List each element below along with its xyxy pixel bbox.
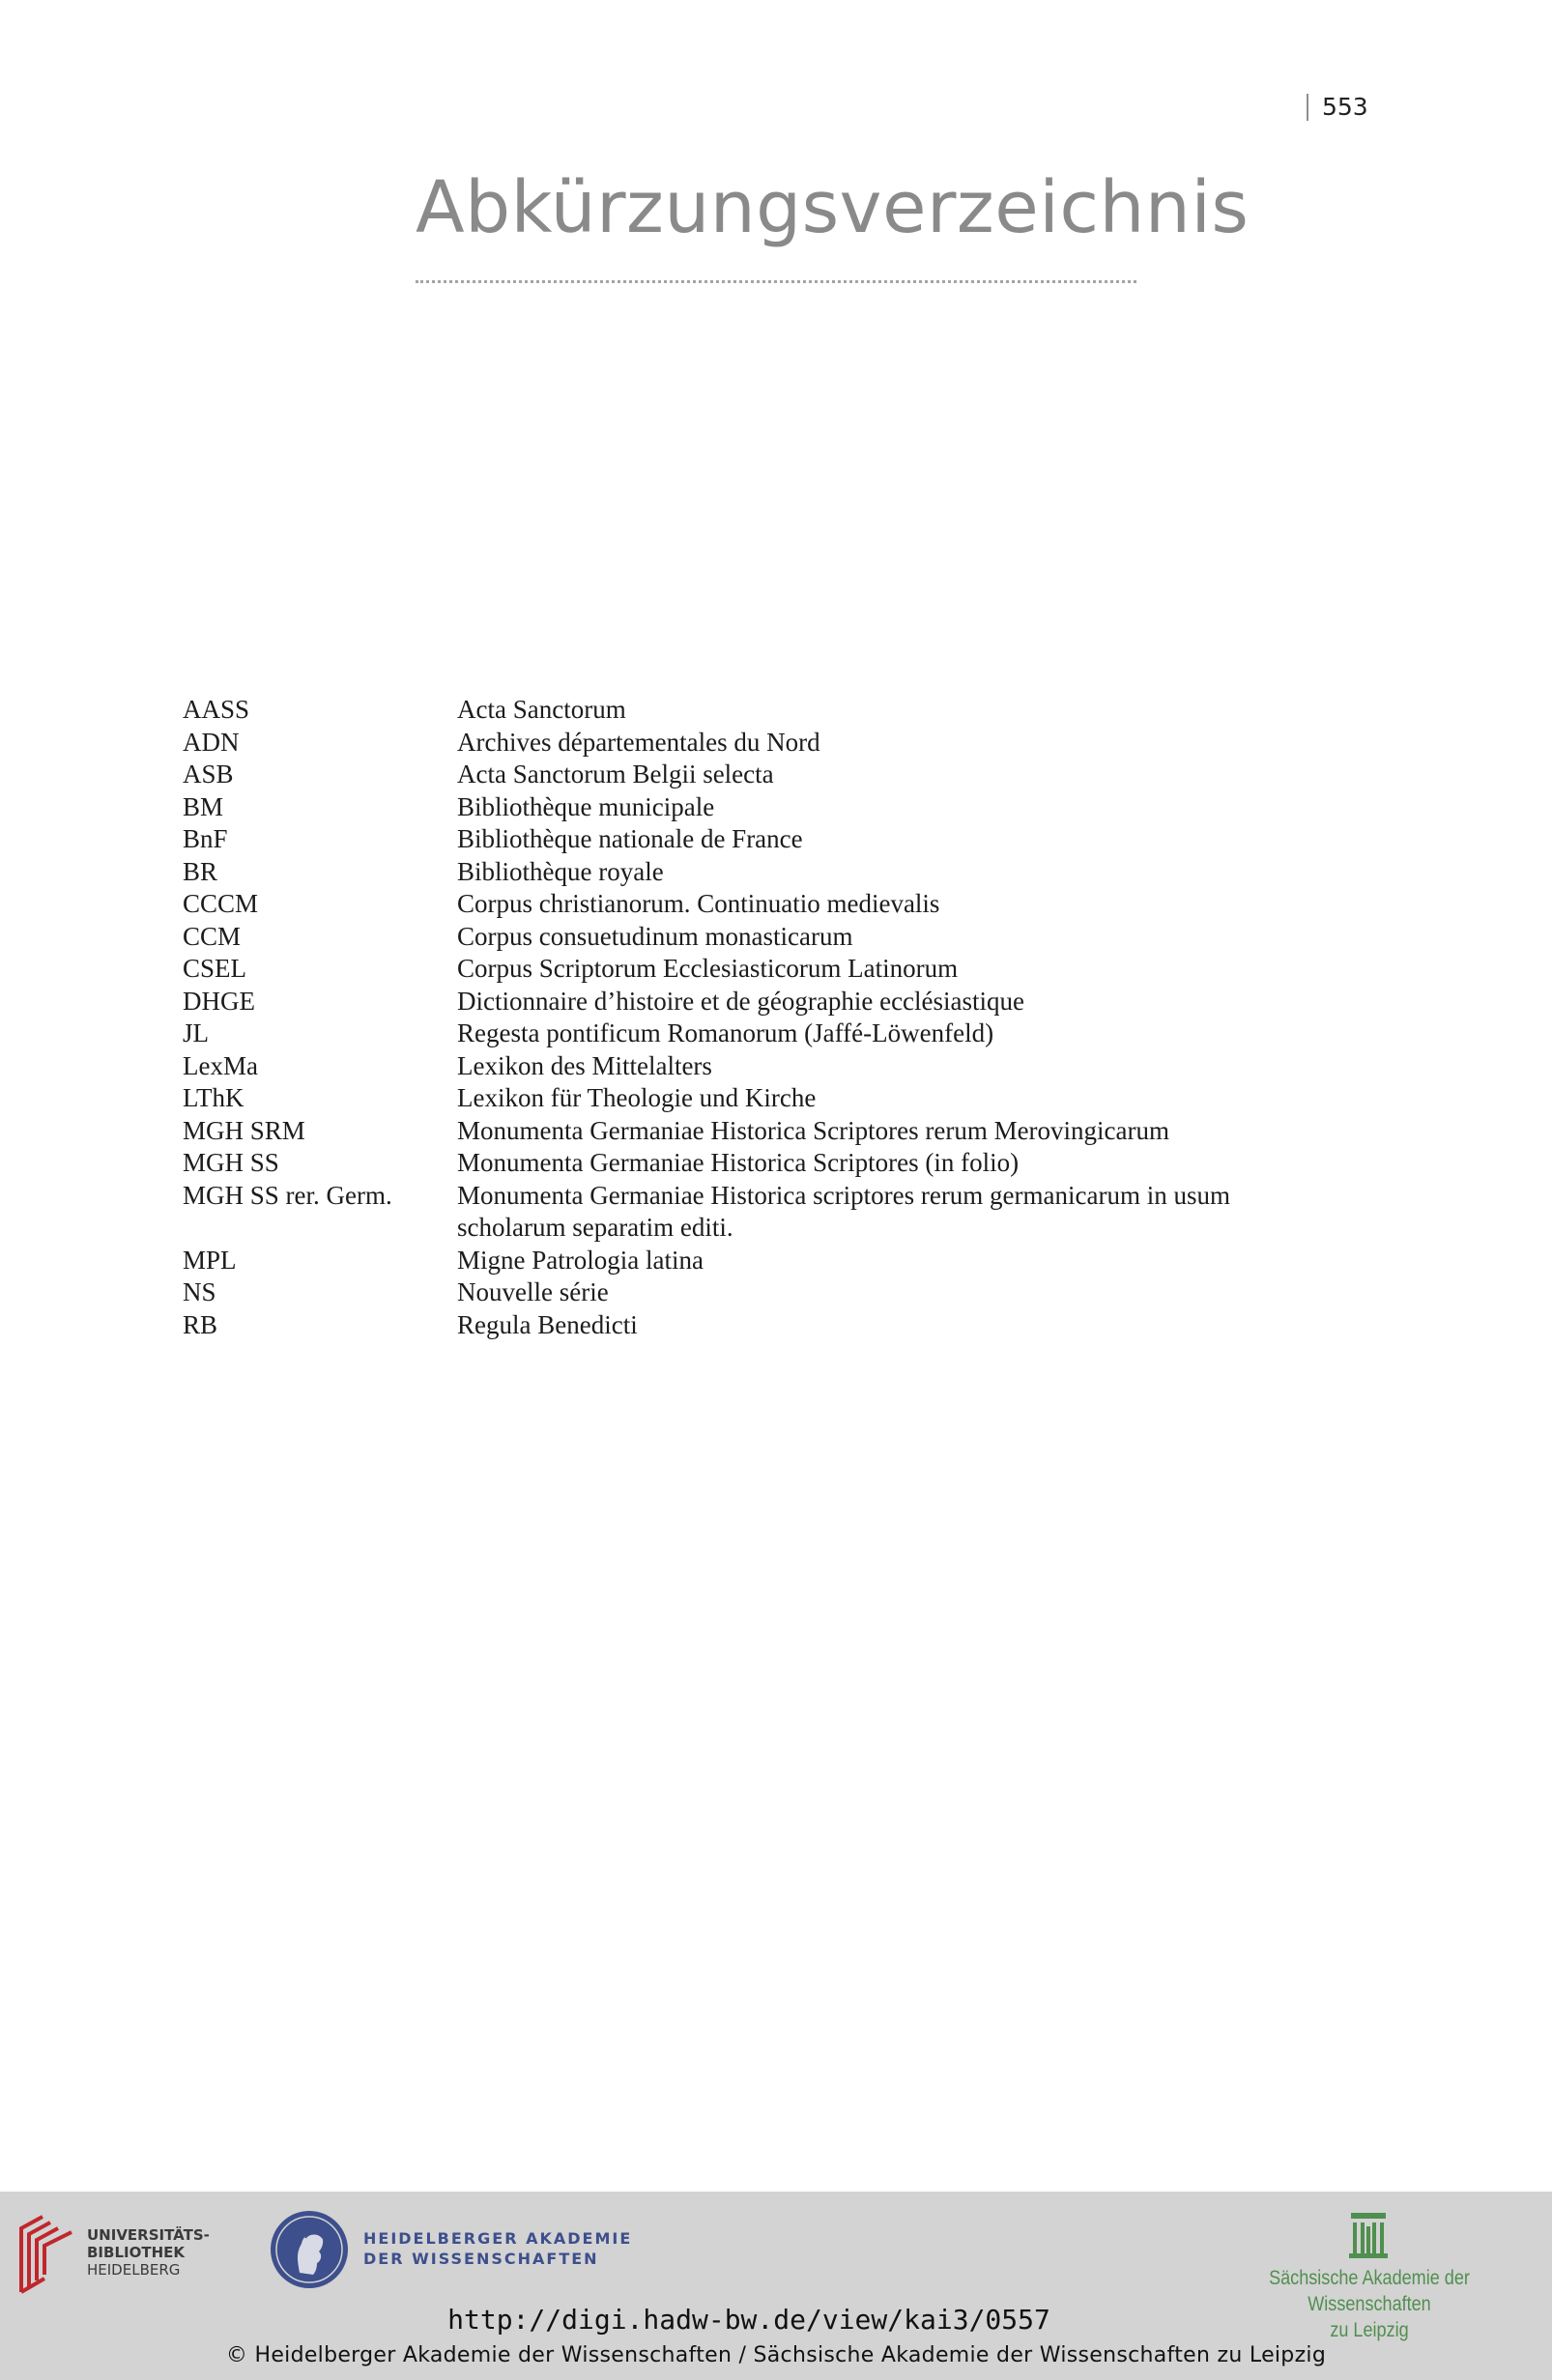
ub-heidelberg-wordmark[interactable]: [87, 2226, 210, 2279]
abbreviation-meaning: Acta Sanctorum Belgii selecta: [457, 760, 774, 789]
abbreviation-key: AASS: [183, 695, 250, 724]
hadw-line-2: DER WISSENSCHAFTEN: [363, 2250, 599, 2268]
abbreviation-row: [183, 1147, 1323, 1180]
page-number-area: [1307, 93, 1368, 121]
saw-building-icon[interactable]: [1349, 2209, 1388, 2259]
abbreviation-meaning: Lexikon für Theologie und Kirche: [457, 1083, 817, 1112]
abbreviation-meaning: Nouvelle série: [457, 1277, 609, 1306]
hadw-line-1: HEIDELBERGER AKADEMIE: [363, 2229, 633, 2248]
abbreviation-row: [183, 953, 1323, 986]
title-dotted-rule: [416, 280, 1136, 283]
abbreviation-row: [183, 823, 1323, 856]
abbreviation-key: ADN: [183, 727, 240, 757]
abbreviation-key: BnF: [183, 824, 228, 853]
abbreviation-key: JL: [183, 1018, 209, 1047]
abbreviation-row: [183, 1276, 1323, 1309]
permalink-url[interactable]: http://digi.hadw-bw.de/view/kai3/0557: [447, 2304, 1050, 2336]
abbreviation-meaning: Acta Sanctorum: [457, 695, 626, 724]
abbreviation-row: [183, 694, 1323, 727]
abbreviation-row: [183, 1115, 1323, 1148]
abbreviation-meaning: Regesta pontificum Romanorum (Jaffé-Löwenfeld): [457, 1018, 994, 1047]
abbreviation-row: [183, 1018, 1323, 1050]
abbreviation-row: [183, 1180, 1323, 1245]
hadw-wordmark[interactable]: [363, 2228, 632, 2269]
abbreviation-row: [183, 1050, 1323, 1083]
copyright-notice: © Heidelberger Akademie der Wissenschaften / Sächsische Akademie der Wissenschaften zu Leipzig: [225, 2343, 1327, 2367]
ub-line-3: HEIDELBERG: [87, 2261, 181, 2279]
abbreviation-meaning: Dictionnaire d’histoire et de géographie ecclésiastique: [457, 986, 1025, 1016]
abbreviation-key: MGH SS rer. Germ.: [183, 1180, 392, 1210]
page-number-divider: [1307, 94, 1308, 121]
abbreviation-row: [183, 791, 1323, 824]
abbreviation-row: [183, 1309, 1323, 1342]
abbreviation-key: RB: [183, 1309, 218, 1339]
abbreviation-key: LexMa: [183, 1050, 258, 1080]
abbreviation-meaning: Bibliothèque nationale de France: [457, 824, 803, 853]
abbreviation-key: CCCM: [183, 889, 259, 918]
abbreviation-key: LThK: [183, 1083, 244, 1112]
abbreviation-key: BM: [183, 791, 224, 821]
ub-line-2: BIBLIOTHEK: [87, 2244, 185, 2261]
abbreviation-key: NS: [183, 1277, 216, 1306]
abbreviation-key: MGH SS: [183, 1148, 279, 1177]
abbreviation-meaning: Lexikon des Mittelalters: [457, 1050, 712, 1080]
abbreviation-row: [183, 986, 1323, 1018]
chapter-title: Abkürzungsverzeichnis: [416, 166, 1250, 249]
abbreviation-row: [183, 888, 1323, 921]
saw-line-2: zu Leipzig: [1330, 2319, 1409, 2341]
abbreviation-meaning: Corpus Scriptorum Ecclesiasticorum Latinorum: [457, 954, 959, 983]
abbreviation-key: MGH SRM: [183, 1115, 305, 1145]
abbreviation-row: [183, 856, 1323, 889]
abbreviation-key: BR: [183, 856, 218, 886]
abbreviation-meaning: Archives départementales du Nord: [457, 727, 820, 757]
ub-line-1: UNIVERSITÄTS-: [87, 2226, 210, 2244]
digitization-footer: [0, 2192, 1552, 2380]
abbreviation-meaning: Monumenta Germaniae Historica Scriptores (in folio): [457, 1148, 1020, 1177]
abbreviation-key: DHGE: [183, 986, 255, 1016]
abbreviation-key: ASB: [183, 760, 234, 789]
abbreviation-row: [183, 1245, 1323, 1277]
abbreviation-row: [183, 759, 1323, 791]
abbreviation-row: [183, 921, 1323, 954]
abbreviation-meaning: Regula Benedicti: [457, 1309, 638, 1339]
abbreviation-key: MPL: [183, 1245, 237, 1275]
abbreviation-meaning: Migne Patrologia latina: [457, 1245, 704, 1275]
ub-heidelberg-logo-icon[interactable]: [15, 2211, 77, 2296]
abbreviation-key: CSEL: [183, 954, 247, 983]
abbreviation-meaning: Corpus christianorum. Continuatio medievalis: [457, 889, 940, 918]
abbreviation-meaning: Corpus consuetudinum monasticarum: [457, 921, 853, 951]
abbreviation-meaning: Bibliothèque royale: [457, 856, 664, 886]
abbreviation-key: CCM: [183, 921, 242, 951]
abbreviation-meaning: Bibliothèque municipale: [457, 791, 715, 821]
abbreviation-list: [183, 694, 1323, 1341]
abbreviation-row: [183, 727, 1323, 760]
hadw-seal-icon[interactable]: [269, 2209, 350, 2290]
abbreviation-meaning: Monumenta Germaniae Historica Scriptores rerum Merovingicarum: [457, 1115, 1170, 1145]
saw-line-1: Sächsische Akademie der Wissenschaften: [1269, 2267, 1470, 2315]
abbreviation-row: [183, 1082, 1323, 1115]
page-number: 553: [1322, 93, 1368, 121]
abbreviation-meaning: Monumenta Germaniae Historica scriptores rerum germanicarum in usum scholarum separatim editi.: [457, 1180, 1230, 1242]
